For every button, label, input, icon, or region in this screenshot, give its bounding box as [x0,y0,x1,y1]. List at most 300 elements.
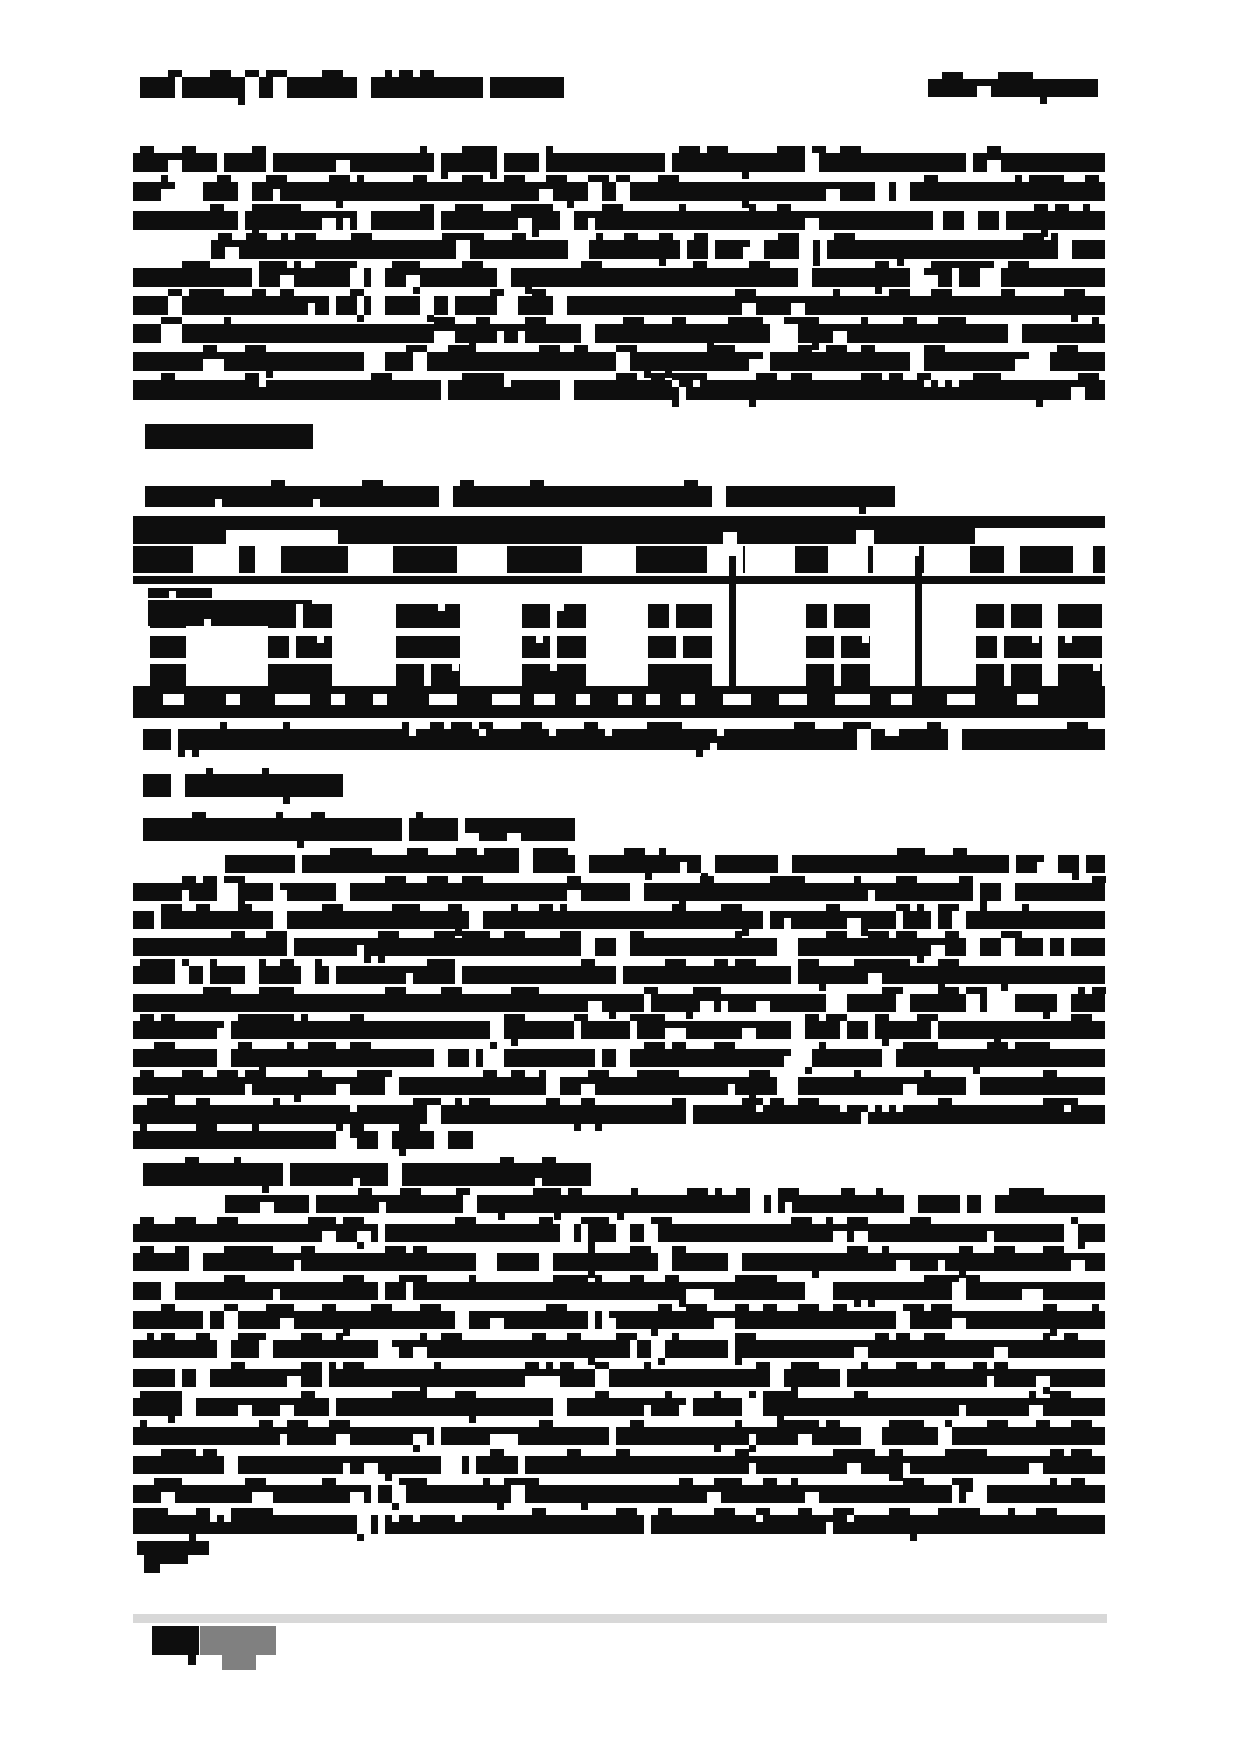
ink-fragment [189,289,203,296]
ink-fragment [952,1318,966,1329]
paragraph-3-line-5 [133,959,1105,984]
ink-fragment [150,664,186,686]
ink-fragment [847,1246,868,1253]
ink-fragment [546,1304,567,1311]
ink-fragment [322,1217,336,1224]
ink-fragment [857,729,871,750]
ink-fragment [854,1347,868,1358]
ink-fragment [631,1188,638,1195]
ink-fragment [469,1275,476,1282]
ink-fragment [168,324,182,343]
ink-fragment [777,1077,791,1095]
ink-fragment [742,1398,763,1416]
ink-fragment [245,1084,252,1095]
ink-fragment [280,1434,287,1445]
ink-fragment [779,694,807,705]
ink-fragment [856,530,874,544]
ink-fragment [567,1449,581,1456]
ink-fragment [504,1014,525,1021]
ink-fragment [896,1333,910,1340]
ink-fragment [1036,1508,1057,1515]
table-bottom-band [133,686,1105,718]
ink-fragment [644,994,651,1012]
ink-fragment [840,1105,847,1112]
ink-fragment [987,994,1001,1012]
ink-fragment [595,1049,602,1067]
ink-fragment [735,1420,742,1427]
ink-fragment [329,1398,336,1416]
ink-fragment [348,546,393,573]
paragraph-3-line-10 [133,1098,1105,1124]
ink-fragment [735,1275,756,1282]
ink-fragment [225,855,1105,873]
ink-fragment [549,729,556,736]
ink-fragment [463,233,484,240]
ink-fragment [182,1398,196,1416]
ink-fragment [1057,994,1071,1012]
ink-fragment [497,331,504,343]
ink-fragment [708,240,715,259]
ink-fragment [778,855,792,873]
ink-fragment [669,604,676,628]
ink-fragment [876,1188,883,1195]
ink-fragment [735,1304,749,1311]
ink-fragment [343,1138,357,1149]
ink-fragment [1036,175,1050,182]
ink-fragment [311,812,325,818]
ink-fragment [644,1405,651,1416]
paragraph-4-line-12 [133,1508,1105,1534]
ink-fragment [1015,1042,1036,1049]
ink-fragment [427,876,448,883]
ink-fragment [694,233,708,240]
ink-fragment [343,1217,364,1224]
ink-fragment [211,240,1105,259]
ink-fragment [497,268,511,287]
ink-fragment [791,1049,812,1067]
ink-fragment [980,268,1001,287]
ink-fragment [582,546,636,573]
ink-fragment [659,848,666,855]
ink-fragment [362,480,376,486]
ink-fragment [224,1246,238,1253]
ink-fragment [791,966,798,984]
ink-fragment [1001,994,1015,1012]
ink-fragment [1078,987,1085,994]
ink-fragment [490,1042,497,1049]
ink-fragment [161,1014,175,1021]
ink-fragment [693,380,700,387]
ink-fragment [224,1456,238,1474]
ink-fragment [273,77,287,98]
ink-fragment [287,1042,294,1049]
ink-fragment [504,1478,525,1485]
ink-fragment [602,1318,616,1329]
ink-fragment [416,812,423,818]
ink-fragment [226,694,240,705]
ink-fragment [144,1564,160,1573]
ink-fragment [794,722,815,729]
ink-fragment [574,876,581,883]
ink-fragment [763,911,770,929]
ink-fragment [616,175,630,182]
ink-fragment [539,1420,553,1427]
ink-fragment [420,1333,427,1340]
ink-fragment [714,959,728,966]
ink-fragment [847,1217,868,1224]
ink-fragment [525,204,539,211]
ink-fragment [252,289,266,296]
ink-fragment [889,1508,910,1515]
ink-fragment [399,1124,420,1131]
ink-fragment [322,1304,336,1311]
ink-fragment [1008,324,1022,343]
ink-fragment [497,153,504,172]
ink-fragment [973,1362,987,1369]
ink-fragment [707,546,743,573]
ink-fragment [684,480,698,486]
ink-fragment [834,233,855,240]
ink-fragment [133,1427,1105,1445]
ink-fragment [749,359,763,371]
paragraph-4-line-2 [133,1217,1105,1242]
ink-fragment [651,1340,665,1358]
ink-fragment [476,1253,483,1271]
ink-fragment [252,268,259,287]
paragraph-3-line-6 [133,987,1105,1012]
ink-fragment [889,289,910,296]
ink-fragment [567,1333,581,1340]
subsection-heading-1 [143,812,575,841]
ink-fragment [413,1246,427,1253]
ink-fragment [259,987,280,994]
paragraph-4-line-7 [133,1362,1105,1387]
ink-fragment [511,987,525,994]
ink-fragment [681,694,695,705]
ink-fragment [623,317,637,324]
ink-fragment [434,1049,448,1067]
ink-fragment [175,966,189,984]
ink-fragment [938,1098,952,1105]
ink-fragment [1092,987,1106,994]
ink-fragment [296,604,303,628]
ink-fragment [329,973,336,984]
ink-fragment [217,1070,238,1077]
ink-fragment [672,317,686,324]
ink-fragment [910,1478,924,1485]
ink-fragment [840,1369,847,1387]
ink-fragment [224,1515,231,1522]
ink-fragment [1001,289,1015,296]
ink-fragment [413,175,427,182]
ink-fragment [203,345,217,352]
ink-fragment [896,904,910,911]
ink-fragment [959,1405,966,1416]
ink-fragment [1040,97,1047,104]
ink-fragment [616,345,630,352]
ink-fragment [665,1391,672,1398]
paragraph-4-line-5 [133,1304,1105,1329]
ink-fragment [469,345,476,352]
ink-fragment [1064,1105,1071,1112]
ink-fragment [322,218,336,230]
ink-fragment [728,1340,735,1358]
ink-fragment [294,1260,301,1271]
ink-fragment [938,380,945,387]
ink-fragment [143,1163,591,1186]
ink-fragment [373,694,387,705]
ink-fragment [315,959,322,966]
ink-fragment [700,1289,714,1300]
paragraph-2-line-1 [211,233,1105,259]
ink-fragment [812,146,826,153]
ink-fragment [301,1362,315,1369]
ink-fragment [133,324,1105,343]
ink-fragment [798,1508,812,1515]
ink-fragment [581,938,595,956]
ink-fragment [462,931,483,938]
ink-fragment [771,1195,778,1213]
ink-fragment [647,722,661,729]
ink-fragment [273,883,280,901]
ink-fragment [371,268,385,287]
ink-fragment [245,70,259,77]
ink-fragment [1001,883,1015,901]
ink-fragment [504,931,518,938]
ink-fragment [1071,1260,1085,1271]
ink-fragment [490,1318,504,1329]
ink-fragment [364,1463,378,1474]
ink-fragment [646,694,660,705]
ink-fragment [910,1534,917,1541]
ink-fragment [331,694,345,705]
ink-fragment [196,1369,210,1387]
ink-fragment [224,1340,231,1358]
ink-fragment [322,1478,336,1485]
ink-fragment [882,1105,889,1112]
ink-fragment [168,296,182,315]
ink-fragment [714,1478,728,1485]
ink-fragment [1004,604,1011,628]
ink-fragment [806,604,870,628]
ink-fragment [217,1028,224,1039]
ink-fragment [826,345,847,352]
ink-fragment [441,380,448,387]
ink-fragment [171,774,185,797]
ink-fragment [868,1021,875,1039]
ink-fragment [1043,1333,1050,1340]
ink-fragment [140,77,564,98]
ink-fragment [553,1275,560,1282]
ink-fragment [977,86,984,97]
ink-fragment [777,938,791,956]
ink-fragment [441,1456,462,1474]
ink-fragment [644,987,658,994]
ink-fragment [560,1224,574,1242]
ink-fragment [252,1492,273,1503]
ink-fragment [756,373,777,380]
ink-fragment [231,931,245,938]
ink-fragment [145,486,895,507]
ink-fragment [904,1195,918,1213]
ink-fragment [861,1362,868,1369]
ink-fragment [658,1508,672,1515]
ink-fragment [826,1217,833,1224]
ink-fragment [336,1084,350,1095]
ink-fragment [536,636,543,643]
ink-fragment [147,1333,154,1340]
ink-fragment [651,373,665,380]
ink-fragment [987,160,1001,172]
ink-fragment [196,1124,217,1131]
ink-fragment [1029,1463,1043,1474]
ink-fragment [826,931,847,938]
ink-fragment [266,153,273,172]
ink-fragment [735,959,756,966]
ink-fragment [238,98,245,105]
ink-fragment [1055,204,1069,211]
ink-fragment [1092,876,1106,883]
ink-fragment [560,211,574,230]
ink-fragment [259,959,266,966]
ink-fragment [735,289,756,296]
ink-fragment [550,604,557,628]
ink-fragment [455,1217,469,1224]
ink-fragment [616,352,630,371]
table-caption [145,480,895,507]
ink-fragment [133,1105,1105,1124]
ink-fragment [945,1449,966,1456]
ink-fragment [203,966,210,984]
ink-fragment [616,1333,637,1340]
ink-fragment [539,1070,546,1077]
ink-fragment [182,1246,189,1253]
ink-fragment [280,1318,294,1329]
ink-fragment [486,722,493,729]
ink-fragment [203,359,224,371]
ink-fragment [896,994,910,1012]
ink-fragment [735,931,742,938]
ink-fragment [1001,938,1015,956]
ink-fragment [560,931,581,938]
ink-fragment [931,911,938,929]
ink-fragment [546,1376,560,1387]
ink-fragment [805,1282,819,1300]
ink-fragment [791,373,812,380]
ink-fragment [281,233,288,240]
ink-fragment [750,240,764,259]
ink-fragment [322,70,336,77]
ink-fragment [266,1304,287,1311]
ink-fragment [791,1021,805,1039]
ink-fragment [896,931,910,938]
ink-fragment [224,1275,231,1282]
ink-fragment [350,268,364,287]
ink-fragment [917,373,931,380]
ink-fragment [168,289,182,296]
ink-fragment [399,70,413,77]
ink-fragment [644,1042,658,1049]
ink-fragment [322,1369,329,1387]
ink-fragment [554,848,568,855]
ink-fragment [966,1492,980,1503]
paragraph-4-line-10 [133,1449,1105,1474]
ink-fragment [998,72,1019,79]
ink-fragment [357,1070,378,1077]
ink-fragment [168,160,182,172]
ink-fragment [1079,855,1086,873]
ink-fragment [400,1188,421,1195]
ink-fragment [358,1188,372,1195]
ink-fragment [379,1202,386,1213]
ink-fragment [1036,1042,1050,1049]
ink-fragment [892,729,899,736]
ink-fragment [1043,1246,1064,1253]
ink-fragment [308,1217,322,1224]
ink-fragment [385,987,406,994]
ink-fragment [742,1098,763,1105]
ink-fragment [728,1084,735,1095]
ink-fragment [710,743,717,750]
ink-fragment [329,1362,336,1369]
ink-fragment [952,268,959,287]
ink-fragment [329,175,350,182]
ink-fragment [910,1217,931,1224]
ink-fragment [835,694,870,705]
ink-fragment [161,1333,175,1340]
ink-fragment [539,345,560,352]
ink-fragment [1022,904,1029,911]
ink-fragment [161,175,168,182]
ink-fragment [763,1478,777,1485]
ink-fragment [396,636,460,658]
ink-fragment [462,1391,476,1398]
ink-fragment [648,604,712,628]
ink-fragment [763,1304,777,1311]
ink-fragment [217,1056,231,1067]
ink-fragment [1093,664,1100,671]
ink-fragment [1071,1217,1078,1224]
ink-fragment [483,373,504,380]
ink-fragment [784,876,805,883]
paragraph-2-line-3 [133,289,1105,315]
ink-fragment [539,1217,553,1224]
ink-fragment [266,261,287,268]
ink-fragment [616,1049,630,1067]
ink-fragment [791,1478,798,1485]
ink-fragment [882,959,896,966]
ink-fragment [847,1463,861,1474]
ink-fragment [889,373,903,380]
ink-fragment [189,1253,203,1271]
ink-fragment [1071,1014,1092,1021]
paragraph-2-line-5 [133,345,1105,371]
ink-fragment [434,211,441,230]
ink-fragment [994,1362,1008,1369]
ink-fragment [924,275,938,287]
ink-fragment [672,373,686,380]
paragraph-1-line-2 [133,175,1105,201]
ink-fragment [1032,636,1039,643]
ink-fragment [595,1369,609,1387]
ink-fragment [616,182,630,201]
ink-fragment [833,1449,847,1456]
ink-fragment [581,1224,588,1242]
ink-fragment [847,146,861,153]
ink-fragment [231,1362,245,1369]
ink-fragment [224,317,231,324]
ink-fragment [133,1614,1107,1623]
